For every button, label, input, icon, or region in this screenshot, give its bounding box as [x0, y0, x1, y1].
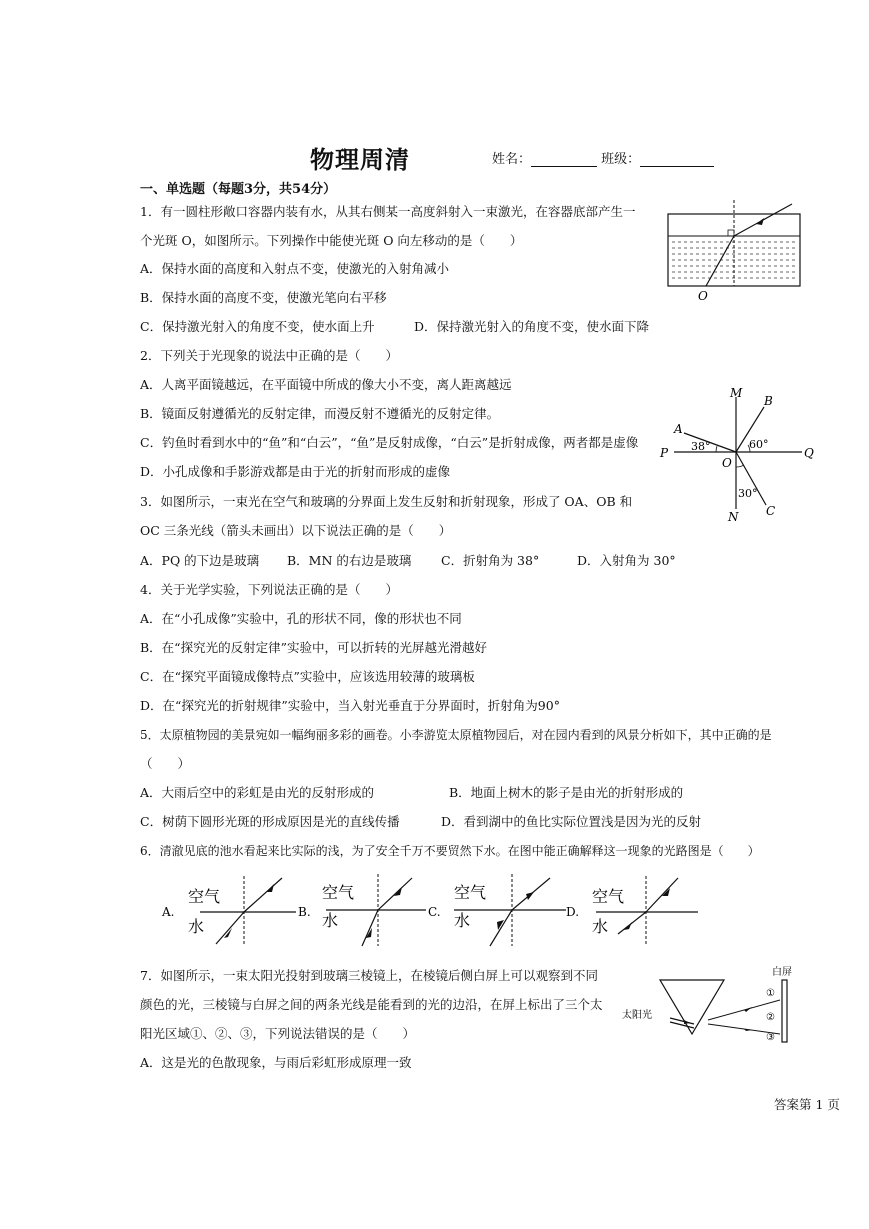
q3-label-m: M	[730, 386, 743, 400]
q2-option-d: D．小孔成像和手影游戏都是由于光的折射而形成的虚像	[140, 464, 451, 479]
class-label: 班级：	[601, 152, 641, 167]
q3-option-b: B．MN 的右边是玻璃	[287, 553, 412, 568]
q4-option-d: D．在“探究光的折射规律”实验中，当入射光垂直于分界面时，折射角为90°	[140, 698, 560, 713]
q7-sunlight-label: 太阳光	[622, 1010, 652, 1021]
q3-angle-30: 30°	[738, 487, 758, 500]
page-footer: 答案第 1 页	[774, 1097, 840, 1112]
q6-diagram-c[interactable]	[428, 874, 566, 946]
q7-region-3: ③	[766, 1032, 775, 1043]
q3-angle-60: 60°	[749, 438, 769, 451]
q3-label-b: B	[764, 394, 773, 408]
q2-option-c: C．钓鱼时看到水中的“鱼”和“白云”，“鱼”是反射成像，“白云”是折射成像，两者都是虚像	[140, 435, 639, 450]
q7-prism-figure	[620, 962, 806, 1054]
q3-label-a: A	[674, 422, 683, 436]
q6-label-d: D.	[566, 905, 580, 919]
q5-option-a: A．大雨后空中的彩虹是由光的反射形成的	[140, 785, 375, 800]
q6-diagram-d[interactable]	[566, 876, 698, 944]
q6-a-air: 空气	[188, 887, 221, 906]
q1-option-d: D．保持激光射入的角度不变，使水面下降	[414, 319, 650, 334]
q3-label-o: O	[722, 456, 732, 470]
page-title: 物理周清	[310, 145, 410, 174]
q1-option-a: A．保持水面的高度和入射点不变，使激光的入射角减小	[140, 261, 450, 276]
q6-diagram-b[interactable]	[298, 874, 426, 946]
q3-label-c: C	[766, 504, 776, 518]
q7-region-2: ②	[766, 1012, 775, 1023]
q4-stem: 4．关于光学实验，下列说法正确的是（ ）	[140, 582, 398, 597]
q5-stem-line1: 5．太原植物园的美景宛如一幅绚丽多彩的画卷。小李游览太原植物园后，对在园内看到的风景分析如下，其中正确的是	[140, 728, 772, 742]
q3-angle-38: 38°	[691, 440, 711, 453]
q1-container-figure	[664, 198, 804, 306]
name-label: 姓名：	[492, 152, 532, 167]
q7-option-a: A．这是光的色散现象，与雨后彩虹形成原理一致	[140, 1055, 412, 1070]
q3-option-c: C．折射角为 38°	[441, 553, 540, 568]
q4-option-b: B．在“探究光的反射定律”实验中，可以折转的光屏越光滑越好	[140, 640, 487, 655]
q1-option-c: C．保持激光射入的角度不变，使水面上升	[140, 319, 375, 334]
class-blank[interactable]	[640, 152, 714, 167]
q6-b-air: 空气	[322, 883, 355, 902]
q6-stem: 6．清澈见底的池水看起来比实际的浅，为了安全千万不要贸然下水。在图中能正确解释这一现象的光路图是（ ）	[140, 844, 760, 858]
q1-stem-line1: 1．有一圆柱形敞口容器内装有水，从其右侧某一高度斜射入一束激光，在容器底部产生一	[140, 204, 636, 219]
q6-diagram-a[interactable]	[161, 876, 296, 944]
q2-option-a: A．人离平面镜越远，在平面镜中所成的像大小不变，离人距离越远	[140, 377, 512, 392]
q6-c-water: 水	[454, 911, 471, 930]
q3-label-n: N	[728, 510, 739, 524]
q6-b-water: 水	[322, 911, 339, 930]
q2-option-b: B．镜面反射遵循光的反射定律，而漫反射不遵循光的反射定律。	[140, 406, 500, 421]
section-heading: 一、单选题（每题3分，共54分）	[140, 182, 337, 197]
q7-stem-line1: 7．如图所示，一束太阳光投射到玻璃三棱镜上，在棱镜后侧白屏上可以观察到不同	[140, 968, 598, 983]
q4-option-c: C．在“探究平面镜成像特点”实验中，应该选用较薄的玻璃板	[140, 669, 475, 684]
q6-d-water: 水	[592, 917, 609, 936]
q3-stem-line1: 3．如图所示，一束光在空气和玻璃的分界面上发生反射和折射现象，形成了 OA、OB 和	[140, 494, 633, 509]
q7-screen-label: 白屏	[772, 967, 792, 978]
q1-option-b: B．保持水面的高度不变，使激光笔向右平移	[140, 290, 387, 305]
q3-label-p: P	[660, 446, 669, 460]
q6-c-air: 空气	[454, 883, 487, 902]
q5-stem-line2: （ ）	[140, 756, 191, 771]
q6-a-water: 水	[188, 917, 205, 936]
name-blank[interactable]	[531, 152, 597, 167]
q4-option-a: A．在“小孔成像”实验中，孔的形状不同，像的形状也不同	[140, 611, 462, 626]
q1-spot-label: O	[698, 289, 708, 303]
q7-region-1: ①	[766, 988, 775, 999]
q7-stem-line2: 颜色的光，三棱镜与白屏之间的两条光线是能看到的光的边沿，在屏上标出了三个太	[140, 997, 603, 1012]
q5-option-b: B．地面上树木的影子是由光的折射形成的	[449, 785, 684, 800]
q5-option-c: C．树荫下圆形光斑的形成原因是光的直线传播	[140, 814, 400, 829]
q3-option-d: D．入射角为 30°	[577, 553, 676, 568]
q7-stem-line3: 阳光区域①、②、③，下列说法错误的是（ ）	[140, 1026, 416, 1041]
q3-label-q: Q	[804, 446, 814, 460]
q6-label-c: C.	[428, 905, 441, 919]
q3-stem-line2: OC 三条光线（箭头未画出）以下说法正确的是（ ）	[140, 523, 452, 538]
q3-reflection-figure	[654, 385, 824, 527]
q6-label-a: A.	[162, 905, 175, 919]
q6-d-air: 空气	[592, 887, 625, 906]
q3-option-a: A．PQ 的下边是玻璃	[140, 553, 260, 568]
q5-option-d: D．看到湖中的鱼比实际位置浅是因为光的反射	[441, 814, 702, 829]
q2-stem: 2．下列关于光现象的说法中正确的是（ ）	[140, 348, 398, 363]
q1-stem-line2: 个光斑 O，如图所示。下列操作中能使光斑 O 向左移动的是（ ）	[140, 233, 523, 248]
name-field	[492, 148, 714, 167]
q6-label-b: B.	[298, 905, 311, 919]
q6-options-figure	[156, 870, 716, 950]
